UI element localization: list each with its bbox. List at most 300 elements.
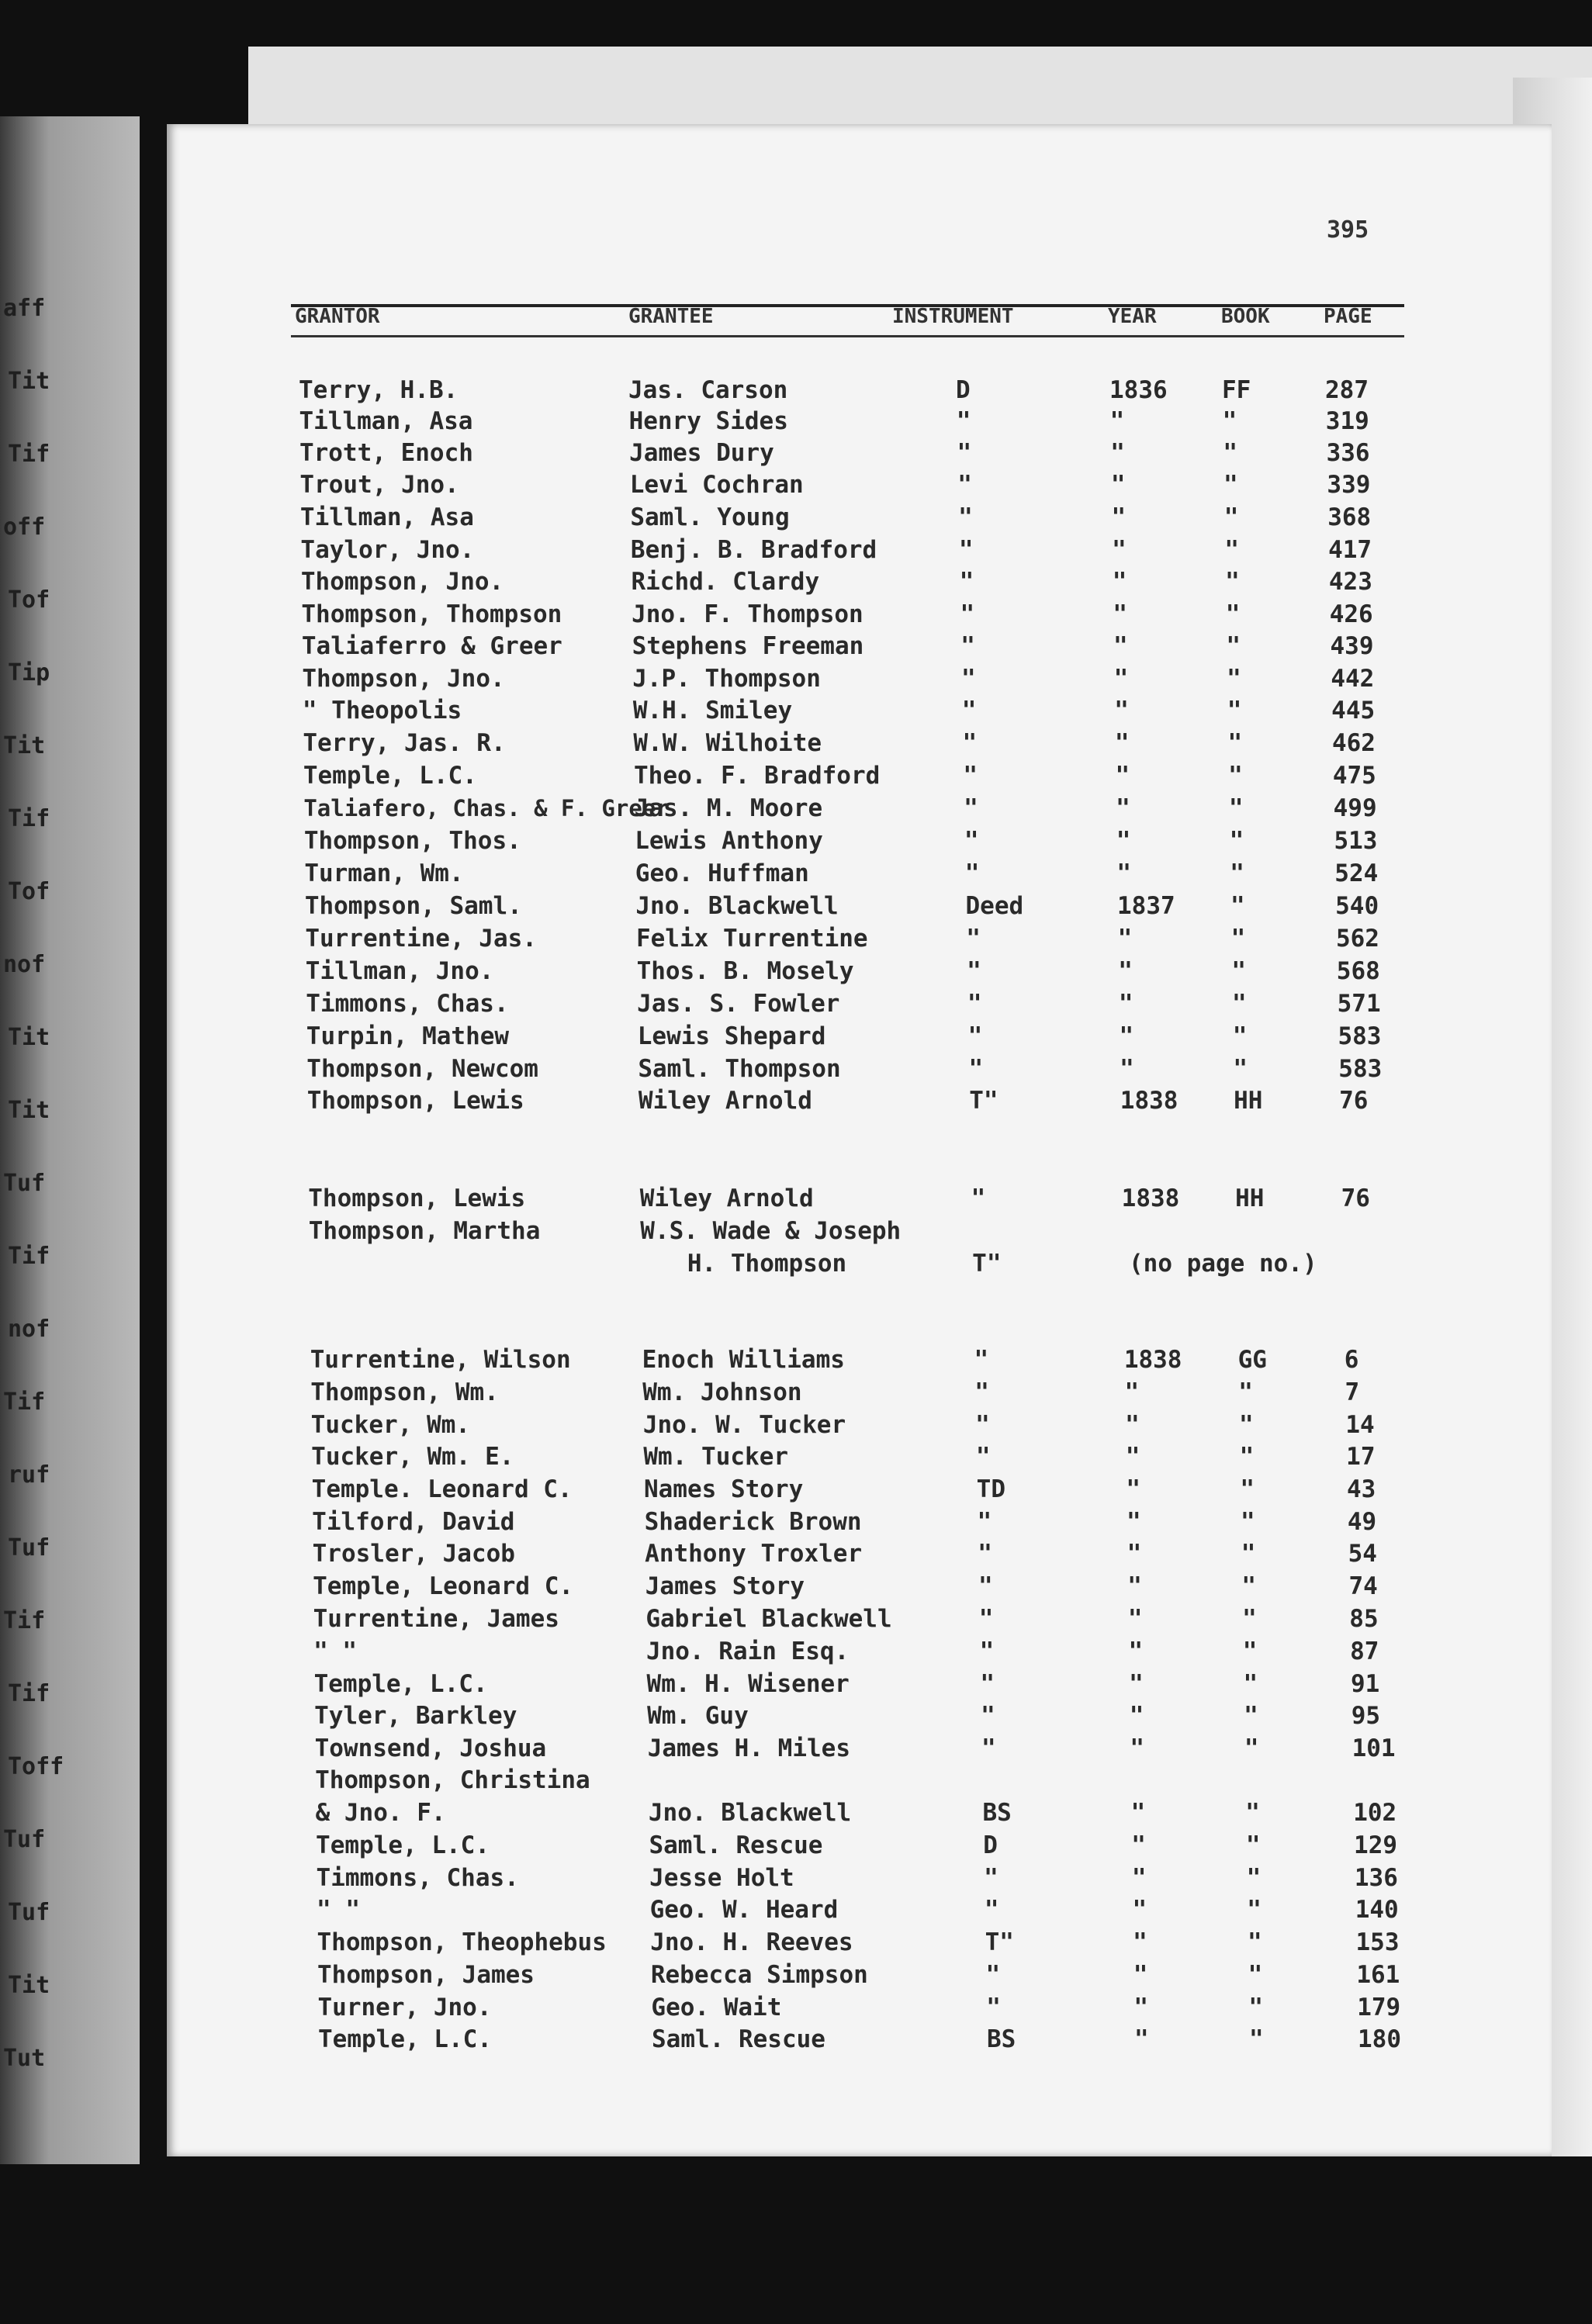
cell-grantee: Lewis Anthony [635,827,823,855]
cell-instrument: T" [985,1928,1014,1956]
cell-book: " [1231,957,1246,985]
cell-year: " [1129,1702,1144,1730]
cell-instrument: " [961,697,977,725]
cell-year: " [1118,990,1133,1018]
margin-fragment: Tif [8,1243,50,1270]
cell-grantor: Tillman, Asa [299,503,474,531]
cell-grantee: James Dury [629,439,774,467]
cell-year: " [1133,1994,1149,2021]
cell-grantor: Turpin, Mathew [306,1022,510,1050]
cell-instrument: " [985,1961,1001,1989]
cell-grantor: Tillman, Asa [299,407,473,435]
cell-instrument: " [964,827,979,855]
cell-book: " [1232,990,1247,1018]
cell-grantor: Trosler, Jacob [312,1540,515,1568]
cell-instrument: " [978,1540,992,1568]
cell-instrument: " [980,1670,995,1698]
cell-grantor: Timmons, Chas. [316,1864,519,1892]
cell-grantee: Jesse Holt [649,1864,794,1892]
cell-page: 571 [1337,990,1381,1018]
cell-instrument: " [956,407,971,435]
margin-fragment: Tif [3,1389,46,1416]
cell-book: " [1241,1540,1256,1568]
header-instrument: INSTRUMENT [892,305,1014,328]
cell-instrument: " [981,1702,995,1730]
cell-page: 76 [1341,1184,1370,1212]
cell-grantor: Temple, L.C. [303,762,477,790]
header-page: PAGE [1324,305,1372,328]
cell-grantee: Jno. Rain Esq. [645,1638,850,1665]
cell-grantor: Temple, L.C. [318,2025,492,2053]
cell-grantor: Thompson, Martha [308,1217,541,1245]
cell-grantor: Thompson, Thompson [301,600,562,628]
cell-book: " [1246,1864,1261,1892]
cell-year: " [1114,697,1129,725]
cell-instrument: " [984,1864,998,1892]
cell-book: " [1241,1508,1255,1536]
cell-page: 524 [1334,859,1379,887]
cell-year: " [1114,729,1130,757]
cell-grantee: Saml. Thompson [638,1055,841,1083]
cell-grantee: Jno. H. Reeves [650,1928,853,1956]
margin-fragment: Tuf [3,1170,46,1197]
cell-instrument: " [974,1346,989,1374]
cell-page: 54 [1348,1540,1377,1568]
cell-grantor: Thompson, Newcom [306,1055,538,1083]
cell-grantee: Theo. F. Bradford [634,762,881,790]
cell-year: " [1130,1799,1146,1827]
cell-year: " [1110,439,1125,467]
cell-grantee: Saml. Rescue [652,2025,825,2053]
cell-book: " [1238,1378,1253,1406]
cell-instrument: " [967,957,981,985]
cell-year: " [1116,827,1131,855]
cell-grantee: Saml. Young [630,503,790,531]
cell-instrument: T" [969,1087,998,1115]
cell-year: " [1115,762,1130,790]
header-rule-bottom [291,335,1404,337]
cell-grantor: Turrentine, James [313,1605,559,1633]
cell-grantor: Thompson, Theophebus [317,1928,607,1956]
margin-fragment: nof [3,951,46,978]
cell-book: " [1242,1605,1257,1633]
cell-grantee: James H. Miles [647,1734,850,1762]
cell-grantor: Taliaferro & Greer [301,632,562,660]
cell-page: 339 [1327,471,1371,499]
cell-year: " [1132,1896,1147,1924]
cell-page: 74 [1348,1572,1378,1600]
cell-book: " [1248,1961,1263,1989]
margin-fragment: Tip [8,659,50,686]
cell-instrument: D [983,1831,998,1859]
cell-grantee: Gabriel Blackwell [645,1605,892,1633]
cell-instrument: " [981,1734,996,1762]
cell-year: " [1127,1572,1142,1600]
cell-grantor: Tillman, Jno. [305,957,494,985]
cell-year: " [1112,568,1127,596]
cell-year: " [1131,1831,1146,1859]
cell-grantor: " " [313,1638,358,1665]
cell-year: 1837 [1117,892,1175,920]
cell-book: " [1243,1670,1258,1698]
cell-grantee: Jas. Carson [628,376,788,404]
cell-page: 14 [1345,1411,1375,1439]
cell-year: 1836 [1109,376,1168,404]
cell-grantor: Thompson, Saml. [304,892,522,920]
cell-instrument: " [977,1508,992,1536]
cell-page: 445 [1331,697,1376,725]
cell-grantee: Jas. S. Fowler [637,990,840,1018]
cell-grantee: Jno. Blackwell [635,892,839,920]
cell-page: 101 [1351,1734,1396,1762]
cell-grantee: Levi Cochran [629,471,804,499]
cell-year: " [1119,1022,1134,1050]
cell-year: " [1117,925,1133,953]
cell-grantee: Jno. F. Thompson [632,600,863,628]
cell-grantor: Timmons, Chas. [306,990,509,1018]
cell-grantor: Turman, Wm. [304,859,464,887]
margin-fragment: Tut [3,2045,46,2072]
cell-book: " [1228,794,1244,822]
cell-instrument: " [958,536,974,564]
cell-page: 87 [1350,1638,1379,1665]
cell-book: " [1242,1638,1258,1665]
cell-grantor: Trout, Jno. [299,471,459,499]
margin-fragment: aff [3,295,46,322]
cell-year: " [1131,1864,1147,1892]
cell-grantee: Anthony Troxler [645,1540,863,1568]
cell-year: 1838 [1121,1184,1180,1212]
cell-grantee: Shaderick Brown [644,1508,862,1536]
cell-instrument: " [960,632,975,660]
cell-grantor: Thompson, Thos. [303,827,521,855]
cell-page: 423 [1328,568,1372,596]
cell-instrument: " [975,1411,990,1439]
cell-grantor: Tucker, Wm. [310,1411,470,1439]
cell-instrument: " [957,471,972,499]
cell-grantor: Taylor, Jno. [300,536,475,564]
cell-page: 129 [1354,1831,1398,1859]
cell-grantee: W.H. Smiley [632,697,793,725]
cell-instrument: " [978,1572,993,1600]
cell-grantor: Taliafero, Chas. & F. Greer [303,795,670,821]
header-book: BOOK [1221,305,1270,328]
cell-grantor: Tucker, Wm. E. [311,1443,514,1471]
margin-fragment: ruf [8,1461,50,1489]
cell-book: " [1228,762,1243,790]
margin-fragment: Tit [8,1972,50,1999]
cell-page: 417 [1328,536,1372,564]
cell-book: " [1233,1055,1248,1083]
cell-book: " [1227,665,1241,693]
cell-year: " [1125,1411,1140,1439]
cell-year: " [1120,1055,1134,1083]
margin-fragment: Tit [3,732,46,759]
cell-grantee: Henry Sides [628,407,788,435]
cell-page: 462 [1331,729,1376,757]
cell-year: " [1130,1734,1145,1762]
cell-book: " [1225,568,1240,596]
cell-page: 319 [1325,407,1369,435]
cell-grantor: Trott, Enoch [299,439,473,467]
cell-instrument: " [958,503,973,531]
cell-year: " [1113,632,1128,660]
cell-year: 1838 [1120,1087,1178,1115]
cell-page: 76 [1339,1087,1369,1115]
cell-instrument: " [971,1184,986,1212]
margin-fragment: off [3,514,46,541]
cell-year: " [1133,1961,1148,1989]
cell-grantee: Jas. M. Moore [634,794,823,822]
cell-instrument: " [964,794,978,822]
cell-grantee: Wiley Arnold [638,1087,812,1115]
cell-grantor: Tilford, David [312,1508,515,1536]
cell-instrument: " [984,1896,999,1924]
cell-instrument: " [979,1638,995,1665]
cell-page: 562 [1335,925,1379,953]
cell-year: " [1133,1928,1147,1956]
cell-page: 85 [1349,1605,1379,1633]
margin-fragment: Tof [8,586,50,614]
cell-grantee: Geo. Huffman [635,859,809,887]
cell-page: 426 [1329,600,1373,628]
cell-book: " [1224,536,1240,564]
cell-grantee: Wiley Arnold [639,1184,814,1212]
cell-grantor: Temple, L.C. [313,1670,488,1698]
cell-grantee: Felix Turrentine [635,925,868,953]
margin-fragment: Tit [8,368,50,395]
cell-year: " [1127,1540,1142,1568]
cell-grantor: Thompson, Jno. [302,665,505,693]
cell-page: 102 [1353,1799,1397,1827]
cell-grantee: Geo. Wait [651,1994,782,2021]
cell-instrument: D [956,376,971,404]
cell-instrument: " [960,600,975,628]
cell-year: " [1113,665,1129,693]
cell-year: " [1126,1508,1141,1536]
cell-instrument: " [986,1994,1001,2021]
cell-grantor: Temple, L.C. [316,1831,490,1859]
cell-book: " [1249,2025,1264,2053]
cell-year: " [1118,957,1133,985]
cell-book: " [1238,1411,1254,1439]
cell-page: 136 [1354,1864,1398,1892]
cell-grantor: Townsend, Joshua [314,1734,547,1762]
cell-instrument: BS [987,2025,1016,2053]
cell-instrument: " [975,1443,991,1471]
cell-page: 287 [1325,376,1369,404]
cell-book: " [1230,892,1245,920]
cell-grantee: Jno. W. Tucker [642,1411,846,1439]
margin-fragment: Tof [8,878,50,905]
cell-instrument: TD [976,1475,1005,1503]
margin-fragment: Tif [8,441,50,468]
cell-grantee: H. Thompson [687,1250,847,1278]
margin-fragment: Tuf [8,1534,50,1561]
cell-page: 540 [1335,892,1379,920]
cell-grantor: Temple. Leonard C. [311,1475,573,1503]
cell-grantor: Turrentine, Wilson [310,1346,571,1374]
cell-page: 140 [1355,1896,1399,1924]
cell-grantee: W.W. Wilhoite [633,729,822,757]
cell-book: " [1223,439,1237,467]
cell-page: 153 [1355,1928,1400,1956]
cell-instrument: " [963,762,978,790]
cell-grantee: W.S. Wade & Joseph [640,1217,902,1245]
cell-page: 6 [1344,1346,1359,1374]
cell-year: " [1126,1475,1140,1503]
cell-page: 442 [1331,665,1375,693]
cell-book: " [1245,1831,1261,1859]
cell-book: " [1225,600,1241,628]
cell-instrument: " [967,1022,983,1050]
cell-page: 499 [1333,794,1377,822]
cell-page: 336 [1326,439,1370,467]
cell-year: " [1128,1638,1144,1665]
cell-page: 91 [1350,1670,1380,1698]
header-grantee: GRANTEE [628,305,714,328]
cell-page: 439 [1330,632,1374,660]
cell-book: HH [1235,1184,1265,1212]
cell-page: 179 [1357,1994,1401,2021]
cell-book: " [1247,1928,1262,1956]
cell-page: 583 [1338,1055,1383,1083]
margin-fragment: Tif [8,805,50,832]
cell-grantee: J.P. Thompson [632,665,821,693]
cell-year: (no page no.) [1129,1250,1317,1278]
cell-book: HH [1234,1087,1263,1115]
cell-year: " [1129,1670,1144,1698]
margin-fragment: Toff [8,1753,64,1780]
cell-book: " [1223,503,1239,531]
cell-grantor: Tyler, Barkley [314,1702,517,1730]
cell-page: 161 [1356,1961,1400,1989]
cell-year: " [1116,859,1132,887]
cell-page: 368 [1327,503,1372,531]
cell-book: " [1244,1702,1258,1730]
cell-instrument: " [966,925,981,953]
margin-fragment: Tif [3,1607,46,1634]
cell-grantor: Thompson, Lewis [306,1087,524,1115]
cell-book: " [1223,471,1238,499]
cell-book: FF [1222,376,1251,404]
margin-fragment: Tit [8,1097,50,1124]
cell-grantee: Wm. Tucker [643,1443,789,1471]
margin-fragment: Tuf [3,1826,46,1853]
header-grantor: GRANTOR [295,305,380,328]
cell-book: " [1248,1994,1263,2021]
cell-page: 43 [1346,1475,1376,1503]
cell-page: 568 [1336,957,1380,985]
cell-grantor: Thompson, Lewis [308,1184,526,1212]
cell-grantee: James Story [645,1572,805,1600]
cell-year: " [1116,794,1130,822]
cell-year: " [1111,503,1127,531]
cell-grantor: Thompson, Christina [315,1766,590,1794]
cell-book: " [1230,925,1246,953]
cell-grantor: " Theopolis [302,697,462,725]
cell-grantee: Saml. Rescue [649,1831,823,1859]
cell-instrument: T" [972,1250,1002,1278]
cell-grantor: " " [317,1896,361,1924]
cell-page: 49 [1347,1508,1377,1536]
cell-book: " [1229,827,1244,855]
cell-grantor: Terry, H.B. [299,376,459,404]
cell-grantee: Thos. B. Mosely [636,957,854,985]
cell-year: " [1124,1378,1140,1406]
adjacent-page-strip [0,116,140,2164]
cell-grantee: Geo. W. Heard [649,1896,839,1924]
cell-grantee: Benj. B. Bradford [630,536,877,564]
cell-year: " [1110,471,1126,499]
cell-book: " [1227,697,1242,725]
cell-instrument: " [959,568,974,596]
cell-page: 583 [1338,1022,1382,1050]
margin-fragment: Tit [8,1024,50,1051]
cell-page: 180 [1358,2025,1401,2053]
cell-page: 95 [1351,1702,1381,1730]
cell-year: " [1125,1443,1140,1471]
cell-book: " [1226,632,1241,660]
cell-page: 7 [1345,1378,1360,1406]
margin-fragment: nof [8,1316,50,1343]
cell-page: 17 [1346,1443,1376,1471]
cell-book: " [1245,1799,1260,1827]
cell-book: GG [1237,1346,1267,1374]
cell-instrument: " [967,990,982,1018]
cell-grantor: Terry, Jas. R. [303,729,506,757]
cell-grantee: Wm. Johnson [642,1378,802,1406]
page-number: 395 [1327,216,1369,244]
cell-instrument: " [978,1605,994,1633]
cell-instrument: " [968,1055,984,1083]
cell-page: 475 [1332,762,1376,790]
cell-book: " [1239,1443,1255,1471]
cell-grantor: Thompson, Jno. [300,568,504,596]
cell-book: " [1222,407,1237,435]
cell-book: " [1230,859,1244,887]
cell-grantee: Wm. Guy [647,1702,749,1730]
cell-grantor: & Jno. F. [315,1799,446,1827]
cell-year: " [1113,600,1128,628]
cell-grantee: Names Story [643,1475,804,1503]
cell-year: " [1134,2025,1149,2053]
cell-page: 513 [1334,827,1378,855]
cell-grantor: Thompson, Wm. [310,1378,499,1406]
cell-grantor: Thompson, James [317,1961,535,1989]
cell-grantee: Rebecca Simpson [650,1961,868,1989]
cell-instrument: " [957,439,972,467]
cell-book: " [1244,1734,1259,1762]
cell-grantor: Turner, Jno. [317,1994,492,2021]
cell-instrument: " [962,729,978,757]
cell-year: 1838 [1123,1346,1182,1374]
cell-instrument: " [964,859,980,887]
cell-book: " [1227,729,1243,757]
cell-book: " [1241,1572,1257,1600]
cell-book: " [1232,1022,1248,1050]
cell-year: " [1109,407,1125,435]
cell-grantor: Temple, Leonard C. [313,1572,574,1600]
cell-book: " [1240,1475,1255,1503]
margin-fragment: Tuf [8,1899,50,1926]
cell-year: " [1112,536,1127,564]
cell-year: " [1127,1605,1143,1633]
cell-instrument: " [974,1378,989,1406]
cell-grantee: Wm. H. Wisener [646,1670,850,1698]
cell-instrument: Deed [965,892,1024,920]
header-year: YEAR [1108,305,1157,328]
